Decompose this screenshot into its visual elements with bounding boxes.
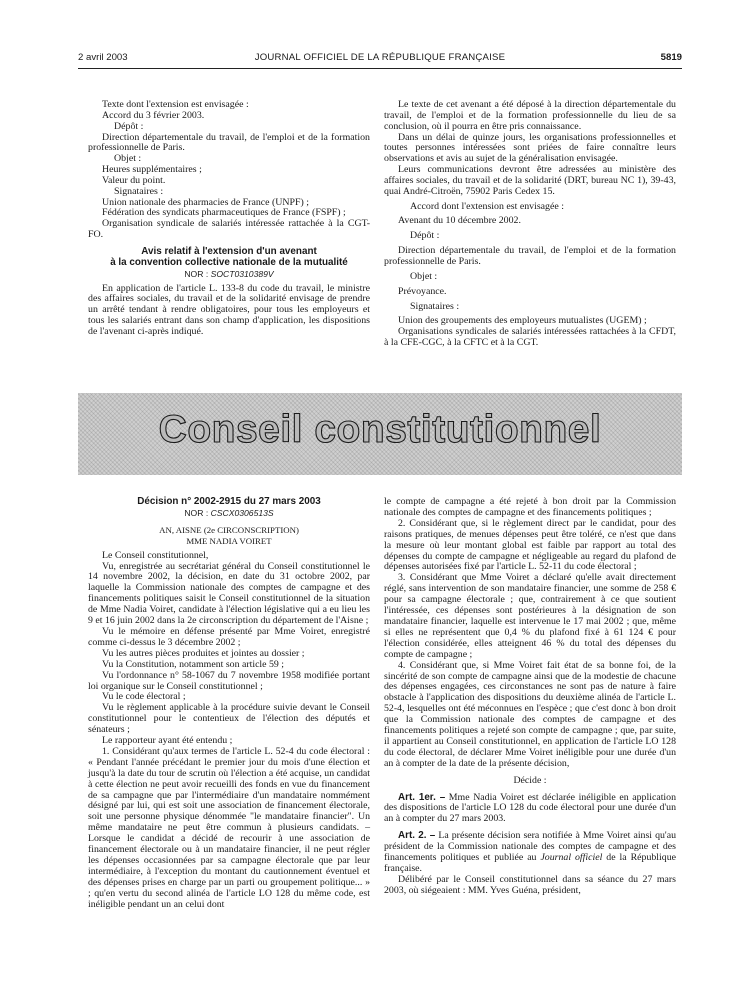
paragraph: Le texte de cet avenant a été déposé à la direction départementale du travail, de l'emploi et de la formation professionnelle du lieu de sa conclusion, où il pourra en être pris connaissance. <box>384 99 676 132</box>
text-line: Signataires : <box>114 185 164 197</box>
nor-label: NOR : <box>184 507 211 518</box>
decide-heading: Décide : <box>513 774 547 786</box>
paragraph: Leurs communications devront être adressées au ministère des affaires sociales, du travail et de la solidarité (DRT, bureau NC 1), 39-43, quai André-Citroën, 75902 Paris Cedex 15. <box>384 164 676 197</box>
text-line: Dépôt : <box>410 230 440 242</box>
avis-title-line1: Avis relatif à l'extension d'un avenant <box>141 245 317 257</box>
paragraph: le compte de campagne a été rejeté à bon droit par la Commission nationale des comptes de campagne et des financements politiques ; <box>384 496 676 518</box>
candidate-line: MME NADIA VOIRET <box>186 535 272 546</box>
top-right-column <box>384 100 676 349</box>
article-2-label: Art. 2. – <box>398 830 436 842</box>
text-line: Union des groupements des employeurs mutualistes (UGEM) ; <box>398 315 647 327</box>
paragraph: Le rapporteur ayant été entendu ; <box>102 735 233 747</box>
circonscription-line: AN, AISNE (2e CIRCONSCRIPTION) <box>159 524 299 535</box>
nor-code: CSCX0306513S <box>210 507 274 518</box>
text-line: Accord dont l'extension est envisagée : <box>410 200 564 212</box>
paragraph: Vu les autres pièces produites et jointes au dossier ; <box>102 647 305 659</box>
paragraph: 2. Considérant que, si le règlement direct par le candidat, pour des raisons pratiques, de menues dépenses peut être toléré, ce n'est que dans la mesure où leur montant global est faible par rapport au total des dépenses du compte de campagne et négligeable au regard du plafond de dépenses autorisées fixé par l'article L. 52-11 du code électoral ; <box>384 517 676 573</box>
decision-title: Décision n° 2002-2915 du 27 mars 2003 <box>137 496 321 507</box>
article-2-text-a: La présente décision sera notifiée à Mme Voiret ainsi qu'au président de la Commission nationale des comptes de campagne et des financements politiques et publiée au <box>384 830 676 864</box>
header-rule <box>78 68 682 69</box>
section-band <box>78 393 682 475</box>
paragraph: Vu l'ordonnance n° 58-1067 du 7 novembre 1958 modifiée portant loi organique sur le Conseil constitutionnel ; <box>88 669 370 692</box>
paragraph: Vu le règlement applicable à la procédure suivie devant le Conseil constitutionnel pour le contentieux de l'élection des députés et sénateurs ; <box>88 702 370 736</box>
article-2-journal: Journal officiel <box>540 852 603 864</box>
nor-label: NOR : <box>184 268 211 279</box>
journal-title: JOURNAL OFFICIEL DE LA RÉPUBLIQUE FRANÇAISE <box>254 52 506 63</box>
paragraph: 4. Considérant que, si Mme Voiret fait état de sa bonne foi, de la sincérité de son compte de campagne ainsi que de la modestie de chacune des dépenses engagées, ces circonstances ne sont pas de nature à faire obstacle à l'application des dispositions du deuxième alinéa de l'article L. 52-4, lesquelles ont été méconnues en l'espèce ; que c'est donc à bon droit que la Commission nationale des comptes de campagne et des financements politiques a rejeté son compte de campagne ; que, par suite, il appartient au Conseil constitutionnel, en application de l'article LO 128 du code électoral, de déclarer Mme Voiret inéligible pour une durée d'un an à compter de la date de la présente décision, <box>384 659 676 769</box>
text-line: Accord du 3 février 2003. <box>102 109 205 121</box>
paragraph: Vu le mémoire en défense présenté par Mme Voiret, enregistré comme ci-dessus le 3 décembre 2002 ; <box>88 625 370 648</box>
text-line: Avenant du 10 décembre 2002. <box>398 215 521 227</box>
paragraph: Dans un délai de quinze jours, les organisations professionnelles et toutes personnes intéressées sont priées de faire connaître leurs observations et avis au sujet de la généralisation envisagée. <box>384 131 676 165</box>
paragraph: 3. Considérant que Mme Voiret a déclaré qu'elle avait directement réglé, sans intervention de son mandataire financier, une somme de 258 € pour sa campagne électorale ; que, contrairement à ce que soutient l'intéressée, ces dépenses sont postérieures à la désignation de son mandataire financier, laquelle est intervenue le 17 mai 2002 ; que, même si elles ne représentent que 0,4 % du plafond fixé à 61 124 € pour l'élection considérée, elles atteignent 46 % du total des dépenses du compte de campagne ; <box>384 572 676 660</box>
text-line: Dépôt : <box>114 120 144 132</box>
text-line: Texte dont l'extension est envisagée : <box>102 99 249 110</box>
text-line: Direction départementale du travail, de l'emploi et de la formation professionnelle de Paris. <box>88 131 370 154</box>
text-line: Heures supplémentaires ; <box>102 164 202 176</box>
paragraph: Vu le code électoral ; <box>102 691 186 703</box>
text-line: Prévoyance. <box>398 285 447 297</box>
paragraph: Le Conseil constitutionnel, <box>102 549 209 561</box>
avis-paragraph: En application de l'article L. 133-8 du code du travail, le ministre des affaires sociales, du travail et de la solidarité envisage de prendre un arrêté tendant à rendre obligatoires, pour tous les employeurs et tous les salariés entrant dans son champ d'application, les dispositions de l'avenant ci-après indiqué. <box>88 282 370 337</box>
article-1 <box>384 793 676 826</box>
avis-title-line2: à la convention collective nationale de la mutualité <box>110 256 348 268</box>
deliberation-paragraph: Délibéré par le Conseil constitutionnel dans sa séance du 27 mars 2003, où siégeaient : MM. Yves Guéna, président, <box>384 873 676 896</box>
text-line: Union nationale des pharmacies de France (UNPF) ; <box>102 196 310 208</box>
paragraph: Vu, enregistrée au secrétariat général du Conseil constitutionnel le 14 novembre 2002, la décision, en date du 31 octobre 2002, par laquelle la Commission nationale des comptes de campagne et des financements politiques saisit le Conseil constitutionnel de la situation de Mme Nadia Voiret, candidate à l'élection législative qui a eu lieu les 9 et 16 juin 2002 dans la 2e circonscription du département de l'Aisne ; <box>88 560 370 627</box>
article-2 <box>384 831 676 875</box>
text-line: Objet : <box>114 153 142 165</box>
running-header <box>78 52 682 66</box>
text-line: Organisations syndicales de salariés intéressées rattachées à la CFDT, à la CFE-CGC, à la CFTC et à la CGT. <box>384 326 676 349</box>
top-left-column <box>88 100 370 338</box>
text-line: Valeur du point. <box>102 174 166 186</box>
header-date: 2 avril 2003 <box>78 52 128 63</box>
article-1-label: Art. 1er. – <box>398 791 446 803</box>
article-2-text-b: de la République française. <box>384 852 676 874</box>
section-title: Conseil constitutionnel <box>158 408 602 451</box>
nor-reference <box>88 269 370 280</box>
nor-code: SOCT0310389V <box>210 268 274 279</box>
text-line: Signataires : <box>410 300 460 312</box>
text-line: Fédération des syndicats pharmaceutiques de France (FSPF) ; <box>102 207 346 219</box>
nor-reference <box>88 508 370 519</box>
page-number: 5819 <box>660 52 682 63</box>
text-line: Organisation syndicale de salariés intéressée rattachée à la CGT-FO. <box>88 218 370 241</box>
decision-left-column <box>88 497 370 911</box>
paragraph: 1. Considérant qu'aux termes de l'article L. 52-4 du code électoral : « Pendant l'année précédant le premier jour du mois d'une élection et jusqu'à la date du tour de scrutin où l'élection a été acquise, un candidat à cette élection ne peut avoir recueilli des fonds en vue du financement de sa campagne que par l'intermédiaire d'un mandataire nommément désigné par lui, qui est soit une association de financement électorale, soit une personne physique dénommée "le mandataire financier". Un même mandataire ne peut être commun à plusieurs candidats. – Lorsque le candidat a décidé de recourir à une association de financement électorale ou à un mandataire financier, il ne peut régler les dépenses occasionnées par sa campagne électorale que par leur intermédiaire, à l'exception du montant du cautionnement éventuel et des dépenses prises en charge par un parti ou groupement politique... » ; qu'en vertu du second alinéa de l'article LO 128 du même code, est inéligible pendant un an celui dont <box>88 745 370 910</box>
text-line: Direction départementale du travail, de l'emploi et de la formation professionnelle de Paris. <box>384 245 676 267</box>
article-1-text: Mme Nadia Voiret est déclarée inéligible en application des dispositions de l'article LO 128 du code électoral pour une durée d'un an à compter du 27 mars 2003. <box>384 791 677 825</box>
paragraph: Vu la Constitution, notamment son article 59 ; <box>102 658 285 670</box>
decision-right-column <box>384 497 676 897</box>
text-line: Objet : <box>410 270 438 282</box>
